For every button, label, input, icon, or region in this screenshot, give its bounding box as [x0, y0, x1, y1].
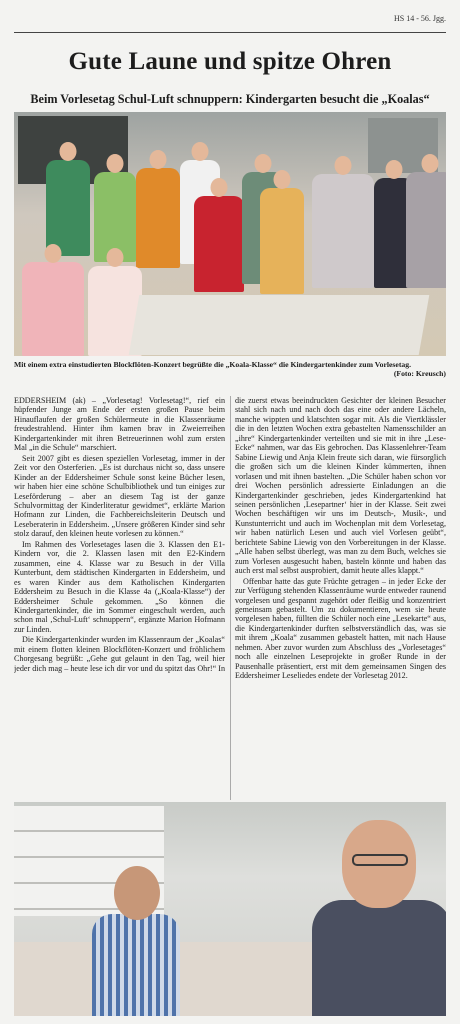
article-headline: Gute Laune und spitze Ohren	[68, 48, 392, 75]
child-figure	[136, 168, 180, 268]
article-paragraph: Seit 2007 gibt es diesen speziellen Vorlesetag, immer in der Zeit vor den Osterferien. „Es ist durchaus nicht so, dass unsere Kinder an der Eddersheimer Schule sonst keine Bücher lesen, wir haben hier eine schöne Schulbibliothek und tun einiges zur Leseförderung – aber an diesem Tag ist der ganze Schulvormittag der Kinderliteratur gewidmet“, erklärte Marion Hofmann zur Linden, die Fachbereichsleiterin Deutsch und Leseberaterin in Eddersheim. „Unsere größeren Kinder sind sehr stolz darauf, den kleinen heute vorlesen zu können.“	[14, 453, 225, 539]
article-paragraph: EDDERSHEIM (ak) – „Vorlesetag! Vorlesetag!“, rief ein hüpfender Junge am Ende der ersten großen Pause beim Hinauflaufen der großen Schülermeute in die Klassenräume freudestrahlend. Hinter ihm kamen brav in Zweierreihen Kindergartenkinder mit ihren Betreuerinnen wohl zum ersten Mal „in die Schule“ marschiert.	[14, 396, 225, 453]
caption-text: Mit einem extra einstudierten Blockflöten-Konzert begrüßte die „Koala-Klasse“ die Kindergartenkinder zum Vorlesetag.	[14, 360, 411, 369]
child-figure	[22, 262, 84, 356]
child-figure	[46, 160, 90, 256]
page-reference: HS 14 - 56. Jgg.	[393, 14, 446, 23]
reading-photo	[14, 802, 446, 1016]
child-face	[114, 866, 160, 920]
article-paragraph: Im Rahmen des Vorlesetages lasen die 3. Klassen den E1-Kindern vor, die 2. Klassen lasen mit den E2-Kindern zusammen, eine 4. Klasse war zu Besuch in der Villa Kunterbunt, dem städtischen Kindergarten in Eddersheim, und es waren Kinder aus dem Katholischen Kindergarten Eddersheim zu Besuch in die Klasse 4a („Koala-Klasse“) der Eddersheimer Schule gekommen. „So können die Kindergartenkinder, die im Sommer eingeschult werden, auch schon mal ‚Schul-Luft‘ schnuppern“, ergänzte Marion Hofmann zur Linden.	[14, 539, 225, 634]
child-figure	[194, 196, 244, 292]
child-figure	[260, 188, 304, 294]
article-body	[14, 396, 446, 800]
striped-shirt	[92, 914, 180, 1016]
header-rule	[14, 32, 446, 33]
concert-photo	[14, 112, 446, 356]
child-figure	[312, 174, 374, 288]
child-right	[312, 820, 446, 1016]
photo-credit: (Foto: Kreusch)	[393, 369, 446, 378]
dark-shirt	[312, 900, 446, 1016]
classroom-desk	[129, 295, 430, 355]
article-paragraph: Offenbar hatte das gute Früchte getragen – in jeder Ecke der zur Verfügung stehenden Klassenräume wurde entweder raunend vorgelesen und gespannt zugehört oder fleißig und konzentriert gemeinsam gebastelt. Um zu dokumentieren, wem sie heute vorgelesen haben, füllten die Schüler noch eine „Lesekarte“ aus, die Kindergartenkinder durften selbstverständlich das, was sie mit ihrem „Koala“ zusammen gebastelt hatten, mit nach Hause nehmen. Aber zuvor wurden zum Abschluss des „Vorlesetages“ noch alle einzelnen Leseprojekte in großer Runde in der Pausenhalle präsentiert, erst mit dem gemeinsamen Singen des Eddersheimer Leseliedes endete der Vorlesetag 2012.	[235, 576, 446, 681]
article-subheadline: Beim Vorlesetag Schul-Luft schnuppern: Kindergarten besucht die „Koalas“	[30, 92, 430, 106]
article-paragraph: Die Kindergartenkinder wurden im Klassenraum der „Koalas“ mit einem flotten kleinen Blockflöten-Konzert und fröhlichem Chorgesang begrüßt: „Gehe gut gelaunt in den Tag, weil hier jeder dich mag – heute lese ich dir vor und du spitzt das Ohr!“ In die zuerst etwas beeindruckten Gesichter der kleinen Besucher stahl sich nach und nach doch das eine oder andere Lächeln, manche wippten und klatschten sogar mit. Als die Viertklässler die in den letzten Wochen extra gebastelten Namensschilder an „ihre“ Kindergartenkinder verteilten und sie mit in ihre „Lese-Ecke“ nahmen, war das Eis gebrochen. Das Klassenlehrer-Team Sabine Liewig und Anja Klein freute sich daran, wie fürsorglich die großen sich um die kleinen Kinder kümmerten, ihnen vorlasen und mit ihnen bastelten. „Die Schüler haben schon vor drei Wochen persönlich adressierte Einladungen an die Kindergartenkinder geschrieben, jedes Kindergartenkind hat seinen persönlichen ‚Lesepartner‘ hier in der Klasse. Seit zwei Wochen beschäftigen wir uns im Deutsch-, Musik-, und Kunstunterricht und auch im Wochenplan mit dem Vorlesetag, wir haben natürlich Lesen und auch viel Vorlesen geübt“, berichtete Sabine Liewig von den Vorbereitungen in der Klasse. „Alle haben selbst überlegt, was man zu dem Buch, welches sie zum Vorlesen ausgesucht haben, basteln könnte und haben das auch erst mal selbst ausprobiert, damit heute alles klappt.“	[14, 396, 446, 673]
photo-caption	[14, 360, 446, 378]
child-figure	[406, 172, 446, 288]
child-left	[92, 866, 180, 1016]
glasses	[352, 854, 408, 866]
